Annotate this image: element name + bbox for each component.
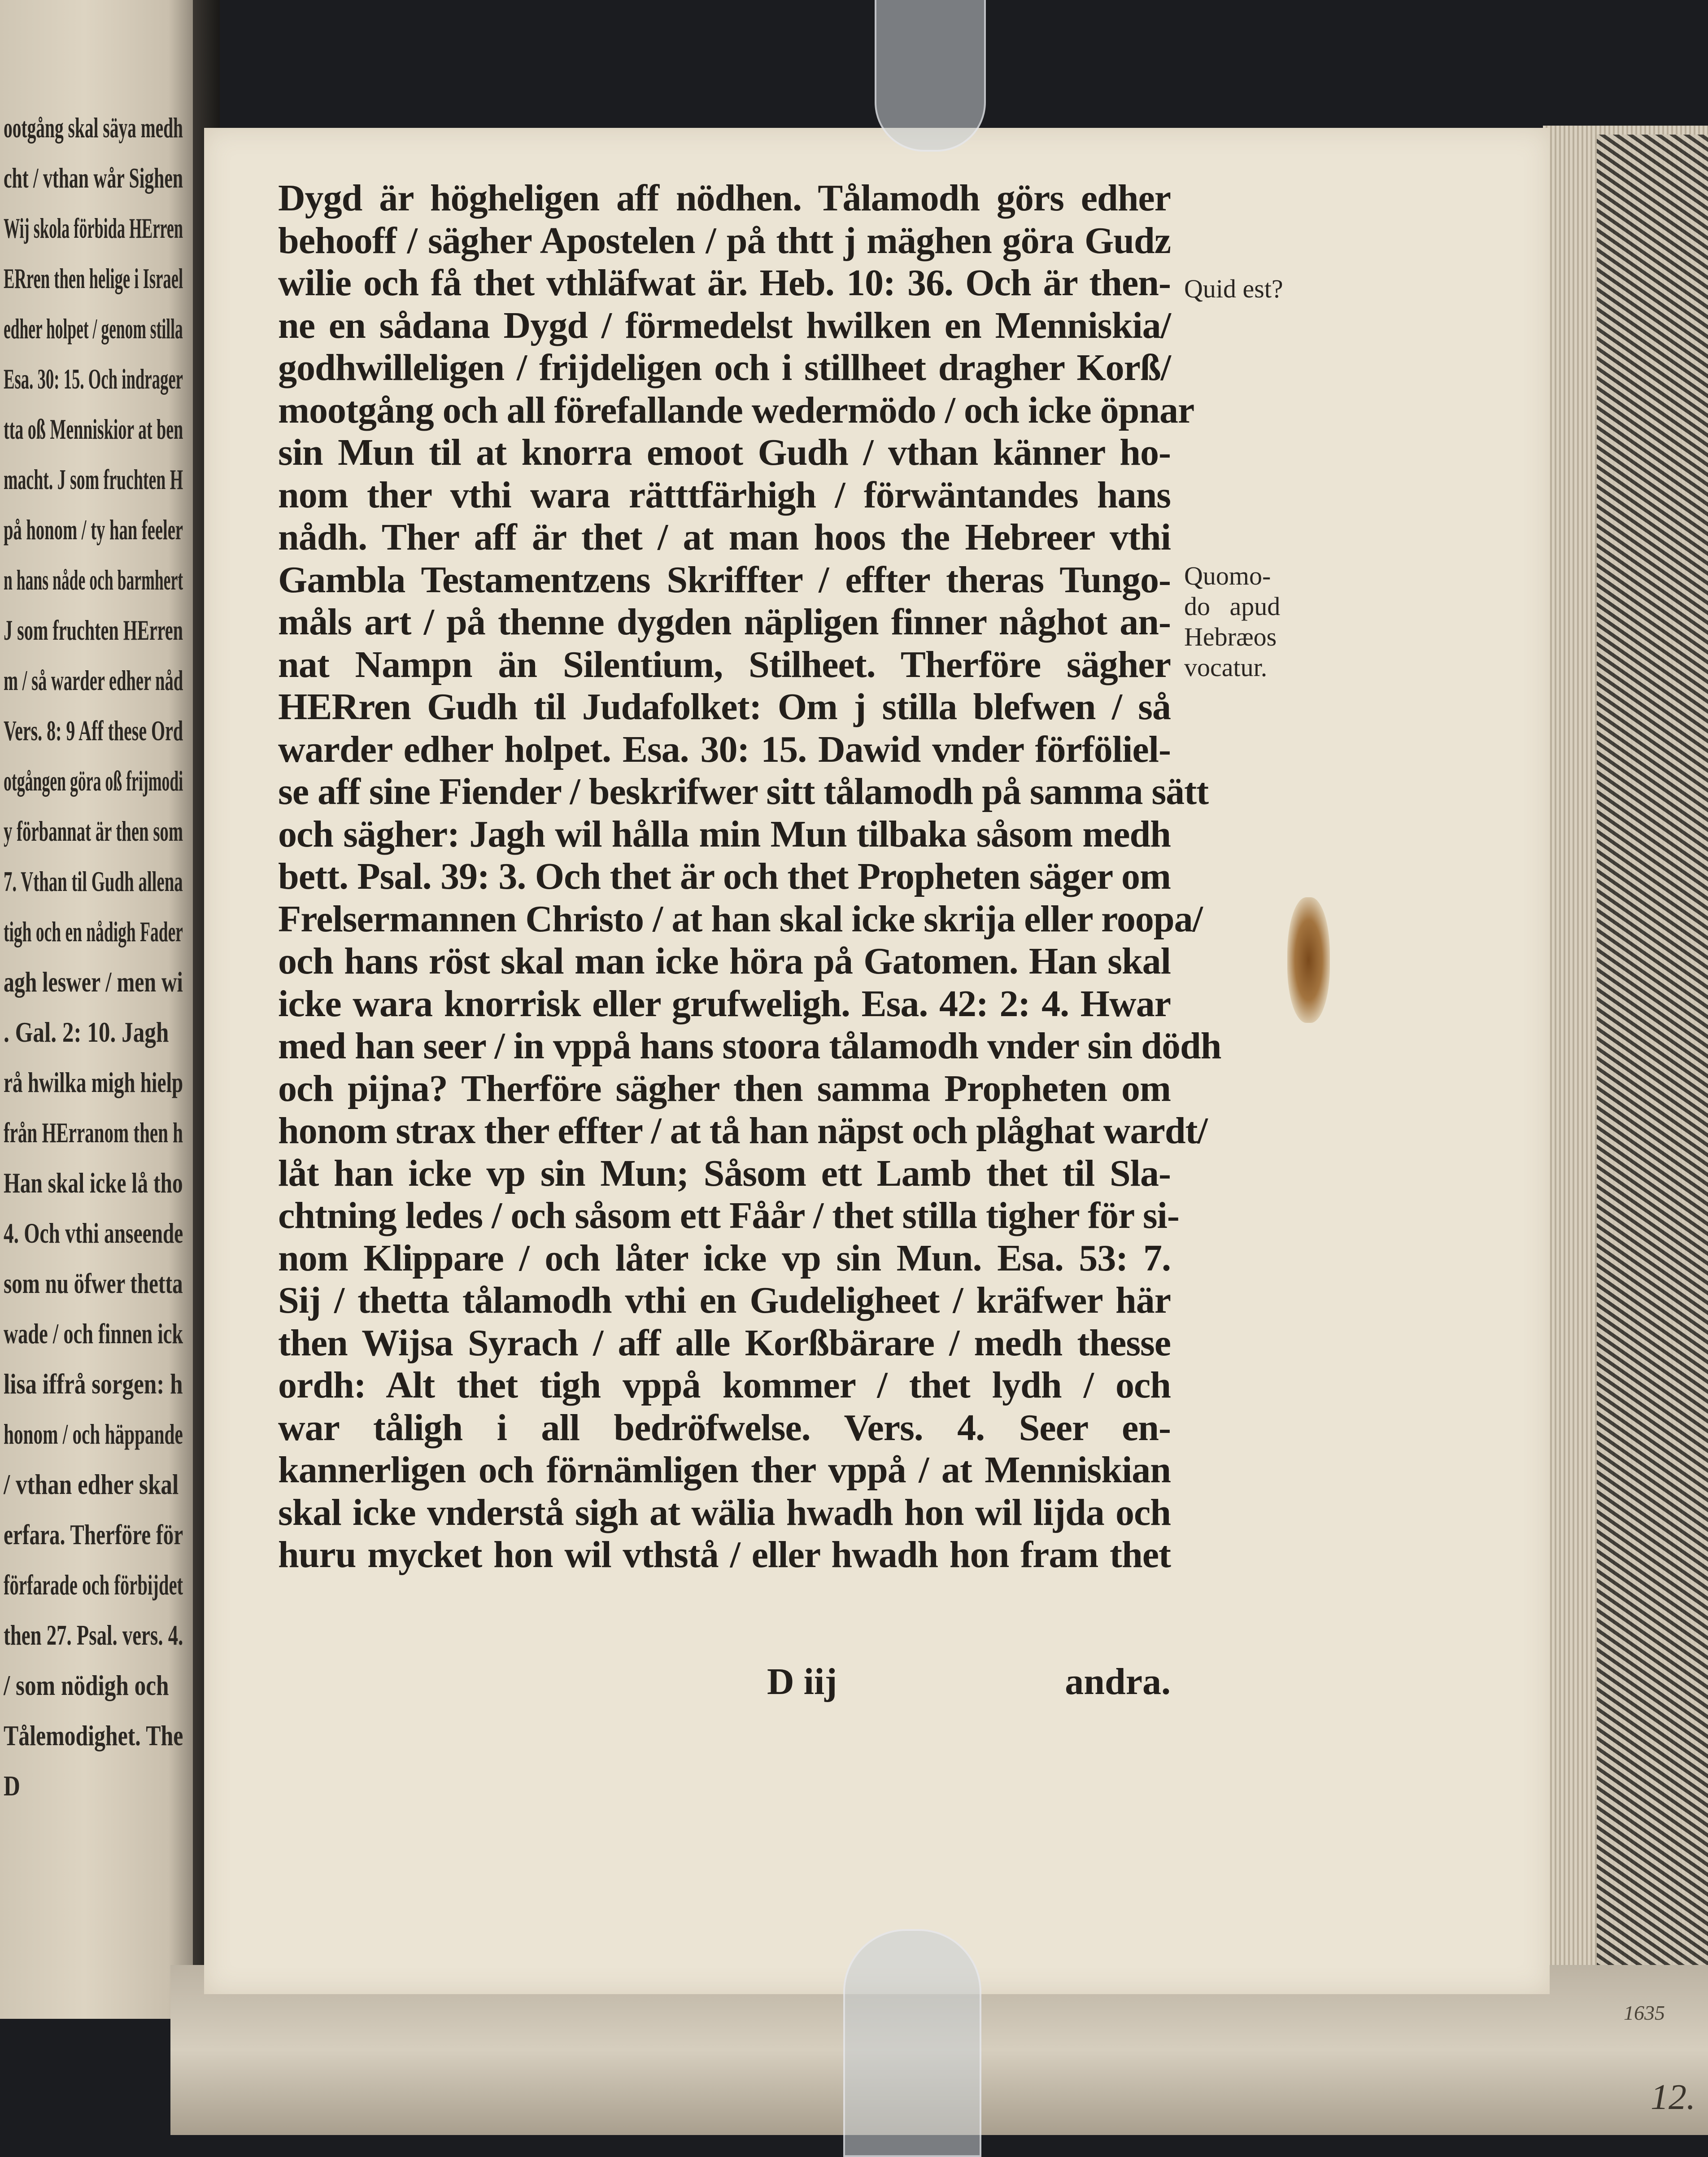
left-page-line: D: [4, 1770, 20, 1802]
engraving-plate: [1597, 135, 1708, 1996]
cover-year: 1635: [1624, 2001, 1665, 2024]
text-line: Frelsermannen Christo / at han skal icke skrija eller roopa/: [278, 898, 1203, 940]
text-line: Dygd är högheligen aff nödhen. Tålamodh görs edher: [278, 177, 1171, 219]
text-line: war tåligh i all bedröfwelse. Vers. 4. Seer en-: [278, 1406, 1171, 1449]
text-line: HERren Gudh til Judafolket: Om j stilla blefwen / så: [278, 686, 1171, 728]
left-page: [0, 0, 211, 2019]
left-page-line: från HErranom then h: [4, 1117, 183, 1148]
left-page-line: förfarade och förbijdet: [4, 1569, 183, 1601]
margin-note-line: do apud: [1184, 592, 1281, 621]
left-page-line: otgången göra oß frijmodi: [4, 765, 183, 797]
left-page-line: rå hwilka migh hielp: [4, 1066, 183, 1098]
text-line: then Wijsa Syrach / aff alle Korßbärare / medh thesse: [278, 1322, 1171, 1364]
text-line: icke wara knorrisk eller grufweligh. Esa. 42: 2: 4. Hwar: [278, 982, 1171, 1025]
text-line: låt han icke vp sin Mun; Såsom ett Lamb thet til Sla-: [278, 1152, 1171, 1194]
left-page-line: macht. J som fruchten H: [4, 463, 183, 495]
text-line: med han seer / in vppå hans stoora tålamodh vnder sin dödh: [278, 1025, 1221, 1067]
page-clip-top: [875, 0, 986, 152]
text-line: kannerligen och förnämligen ther vppå / at Menniskian: [278, 1449, 1171, 1491]
left-page-line: Tålemodighet. The: [4, 1720, 183, 1751]
left-page-line: . Gal. 2: 10. Jagh: [4, 1016, 169, 1048]
left-page-line: som nu öfwer thetta: [4, 1267, 183, 1299]
left-page-line: Esa. 30: 15. Och indrager: [4, 363, 183, 395]
text-line: Gambla Testamentzens Skriffter / effter theras Tungo-: [278, 559, 1171, 601]
text-line: godhwilleligen / frijdeligen och i stillheet dragher Korß/: [278, 347, 1171, 389]
main-text-block: [278, 177, 1221, 1576]
left-page-line: på honom / ty han feeler: [4, 514, 183, 546]
text-line: honom strax ther effter / at tå han näpst och plåghat wardt/: [278, 1110, 1207, 1152]
margin-note-line: Quomo-: [1184, 561, 1271, 590]
signature-mark: D iij: [767, 1661, 837, 1703]
text-line: chtning ledes / och såsom ett Fåår / thet stilla tigher för si-: [278, 1195, 1179, 1236]
text-line: sin Mun til at knorra emoot Gudh / vthan känner ho-: [278, 432, 1171, 473]
left-page-line: m / så warder edher nåd: [4, 664, 183, 696]
text-line: ordh: Alt thet tigh vppå kommer / thet lydh / och: [278, 1364, 1171, 1406]
margin-note-line: Hebræos: [1184, 622, 1277, 651]
text-line: warder edher holpet. Esa. 30: 15. Dawid vnder förföliel-: [278, 728, 1171, 770]
rust-stain: [1287, 897, 1330, 1023]
left-page-line: ERren then helige i Israel: [4, 262, 183, 294]
text-line: bett. Psal. 39: 3. Och thet är och thet Propheten säger om: [278, 856, 1171, 897]
left-page-line: n hans nåde och barmhert: [4, 564, 183, 596]
left-page-line: Wij skola förbida HErren: [4, 212, 183, 244]
text-line: ne en sådana Dygd / förmedelst hwilken en Menniskia/: [278, 304, 1171, 346]
page-number-handwritten: 12.: [1651, 2078, 1695, 2117]
text-line: Sij / thetta tålamodh vthi en Gudeligheet / kräfwer här: [278, 1279, 1171, 1321]
left-page-line: tta oß Menniskior at ben: [4, 413, 183, 445]
catchword: andra.: [1065, 1661, 1171, 1703]
text-line: behooff / sägher Apostelen / på thtt j mäghen göra Gudz: [278, 219, 1171, 262]
text-line: wilie och få thet vthläfwat är. Heb. 10: 36. Och är then-: [278, 262, 1171, 304]
left-page-line: tigh och en nådigh Fader: [4, 916, 183, 948]
left-page-line: erfara. Therföre för: [4, 1519, 183, 1550]
left-page-line: edher holpet / genom stilla: [4, 313, 183, 345]
text-line: måls art / på thenne dygden näpligen finner någhot an-: [278, 601, 1171, 643]
left-page-line: 7. Vthan til Gudh allena: [4, 865, 183, 897]
left-page-line: cht / vthan wår Sighen: [4, 162, 183, 194]
left-page-line: lisa iffrå sorgen: h: [4, 1368, 183, 1400]
left-page-line: agh leswer / men wi: [4, 966, 183, 998]
page-clip-bottom: [843, 1929, 981, 2157]
left-page-line: y förbannat är then som: [4, 815, 183, 847]
margin-note-quid-est: Quid est?: [1184, 274, 1283, 303]
left-page-line: / vthan edher skal: [4, 1468, 179, 1500]
left-page-line: Han skal icke lå tho: [4, 1167, 183, 1199]
left-page-line: then 27. Psal. vers. 4.: [4, 1619, 183, 1651]
text-line: nat Nampn än Silentium, Stilheet. Therföre sägher: [278, 643, 1171, 686]
left-page-line: / som nödigh och: [4, 1669, 169, 1701]
text-line: skal icke vnderstå sigh at wälia hwadh hon wil lijda och: [278, 1491, 1171, 1533]
margin-note-line: vocatur.: [1184, 653, 1268, 682]
left-page-line: honom / och häppande: [4, 1418, 183, 1450]
text-line: och hans röst skal man icke höra på Gatomen. Han skal: [278, 940, 1171, 982]
left-page-line: ootgång skal säya medh: [4, 112, 183, 144]
text-line: och sägher: Jagh wil hålla min Mun tilbaka såsom medh: [278, 813, 1171, 855]
text-line: mootgång och all förefallande wedermödo / och icke öpnar: [278, 389, 1194, 431]
left-page-line: J som fruchten HErren: [4, 614, 183, 646]
text-line: huru mycket hon wil vthstå / eller hwadh hon fram thet: [278, 1534, 1171, 1576]
margin-note-quomodo: [1184, 561, 1280, 683]
text-line: och pijna? Therföre sägher then samma Propheten om: [278, 1067, 1171, 1109]
left-page-line: Vers. 8: 9 Aff these Ord: [4, 715, 183, 747]
text-line: nom ther vthi wara rätttfärhigh / förwäntandes hans: [278, 474, 1171, 516]
page-footer: [278, 1660, 1171, 1703]
left-page-line: 4. Och vthi anseende: [4, 1217, 183, 1249]
text-line: nom Klippare / och låter icke vp sin Mun. Esa. 53: 7.: [278, 1237, 1171, 1279]
text-line: se aff sine Fiender / beskrifwer sitt tålamodh på samma sätt: [278, 771, 1209, 812]
left-page-line: wade / och finnen ick: [4, 1318, 183, 1349]
text-line: nådh. Ther aff är thet / at man hoos the Hebreer vthi: [278, 516, 1171, 558]
